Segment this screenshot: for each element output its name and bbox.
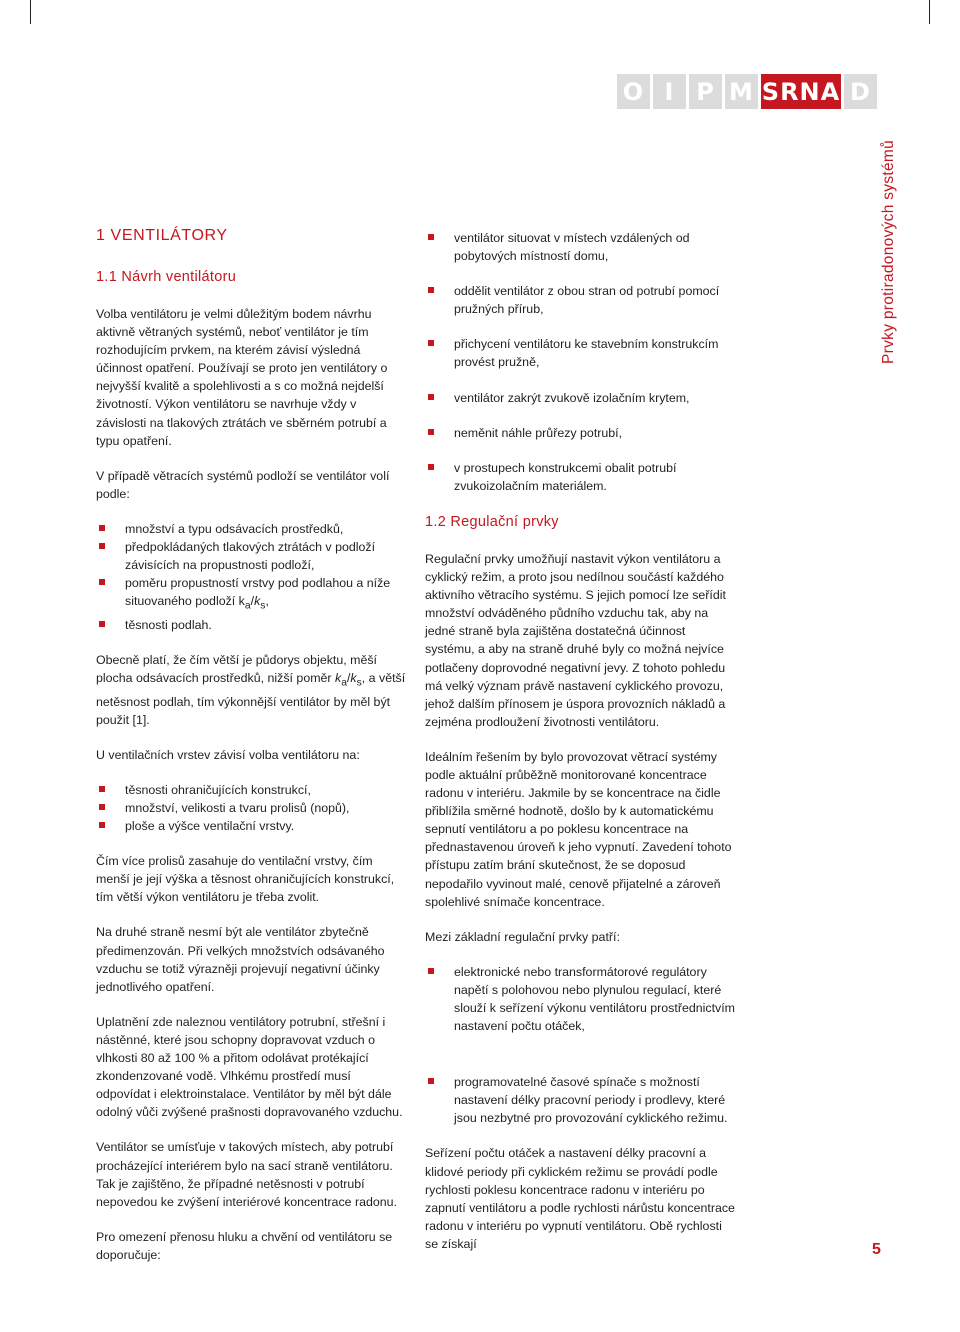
logo-tile: O — [617, 74, 650, 109]
paragraph: Čím více prolisů zasahuje do ventilační vrstvy, čím menší je její výška a těsnost ohraničujících konstrukcí, tím větší výkon ventilátoru je třeba zvolit. — [96, 854, 395, 905]
section-heading-1-2: 1.2 Regulační prvky — [425, 513, 559, 530]
bullet-list-layers — [96, 781, 408, 835]
bullet-list-criteria — [96, 520, 408, 634]
paragraph: Volba ventilátoru je velmi důležitým bodem návrhu aktivně větraných systémů, neboť ventilátor je tím rozhodujícím prvkem, na kterém závisí výsledná účinnost opatření. Používají se proto jen ventilátory o nejvyšší kvalitě a spolehlivosti a s co možná nejdelší životností. Výkon ventilátoru se navrhuje vždy v závislosti na tlakových ztrátách ve sběrném potrubí a typu opatření. — [96, 307, 388, 448]
list-item: ploše a výšce ventilační vrstvy. — [96, 817, 408, 835]
logo-tile: M — [725, 74, 758, 109]
list-item: množství a typu odsávacích prostředků, — [96, 520, 408, 538]
paragraph-part: , a větší netěsnost podlah, tím výkonnější ventilátor by měl být použit [1]. — [96, 671, 406, 727]
list-item: ventilátor zakrýt zvukově izolačním krytem, — [425, 389, 737, 407]
logo-tile: I — [653, 74, 686, 109]
left-column — [96, 226, 408, 1281]
list-item: ventilátor situovat v místech vzdálených od pobytových místností domu, — [425, 229, 737, 265]
k-symbol: k — [335, 671, 342, 686]
paragraph: Na druhé straně nesmí být ale ventilátor zbytečně předimenzován. Při velkých množstvích odsávaného vzduchu se totiž výrazněji projevují negativní účinky jednotlivého opatření. — [96, 925, 385, 994]
bullet-list-regulators — [425, 963, 737, 1128]
subscript-s: s — [356, 677, 362, 689]
paragraph: Seřízení počtu otáček a nastavení délky pracovní a klidové periody při cyklickém režimu se provádí podle rychlosti poklesu koncentrace radonu v interiéru po zapnutí ventilátoru a podle rychlosti nárůstu koncentrace radonu v interiéru po vypnutí ventilátoru. Obě rychlosti se získají — [425, 1146, 735, 1251]
k-symbol: k — [350, 671, 357, 686]
paragraph: U ventilačních vrstev závisí volba ventilátoru na: — [96, 747, 360, 762]
bullet-list-noise — [425, 229, 737, 495]
list-item: těsnosti podlah. — [96, 616, 408, 634]
subscript-a: a — [244, 600, 251, 612]
list-item: elektronické nebo transformátorové regulátory napětí s polohovou nebo plynulou regulací, které slouží k seřízení výkonu ventilátoru prostřednictvím nastavení počtu otáček, — [425, 963, 737, 1035]
paragraph: Pro omezení přenosu hluku a chvění od ventilátoru se doporučuje: — [96, 1229, 393, 1262]
list-item: oddělit ventilátor z obou stran od potrubí pomocí pružných přírub, — [425, 282, 737, 318]
list-item: přichycení ventilátoru ke stavebním konstrukcím provést pružně, — [425, 335, 737, 371]
list-item — [96, 574, 408, 616]
logo-tile: P — [689, 74, 722, 109]
logo-tile: SRNA — [761, 74, 841, 109]
paragraph: V případě větracích systémů podloží se ventilátor volí podle: — [96, 468, 390, 501]
list-item-tail: , — [265, 594, 269, 609]
slash: / — [250, 594, 255, 609]
crop-mark-top-left — [30, 0, 31, 24]
list-item: v prostupech konstrukcemi obalit potrubí zvukoizolačním materiálem. — [425, 459, 737, 495]
subscript-a: a — [341, 677, 347, 689]
section-heading-1-1: 1.1 Návrh ventilátoru — [96, 269, 237, 285]
subscript-s: s — [260, 600, 266, 612]
slash: / — [346, 671, 351, 686]
paragraph: Ideálním řešením by bylo provozovat větrací systémy podle aktuální průběžně monitorované koncentrace radonu v interiéru. Jakmile by se koncentrace na čidle přiblížila směrné hodnotě, došlo by k automatickému sepnutí ventilátoru a po poklesu koncentrace na přednastavenou úroveň k jeho vypnutí. Zavedení tohoto přístupu zatím brání skutečnost, že se doposud nepodařilo vyvinout malé, cenově přijatelné a zároveň spolehlivé snímače koncentrace. — [425, 749, 732, 909]
list-item: neměnit náhle průřezy potrubí, — [425, 424, 737, 442]
list-item: těsnosti ohraničujících konstrukcí, — [96, 781, 408, 799]
page-number: 5 — [872, 1241, 881, 1258]
list-item: předpokládaných tlakových ztrátách v podloží závisících na propustnosti podloží, — [96, 538, 408, 574]
k-symbol: k — [254, 594, 261, 609]
paragraph: Regulační prvky umožňují nastavit výkon ventilátoru a cyklický režim, a proto jsou nedílnou součástí každého aktivního větracího systému. S jejich pomocí lze seřídit množství odváděného půdního vzduchu tak, aby na jedné straně byla zajištěna dostatečná účinnost systému, a aby na straně druhé byly co možná nejvíce potlačeny doprovodné negativní jevy. Z tohoto pohledu má velký význam právě nastavení cyklického provozu, jehož dalším přínosem je úspora provozních nákladů a zejména prodloužení životnosti ventilátoru. — [425, 551, 726, 729]
paragraph: Uplatnění zde naleznou ventilátory potrubní, střešní i nástěnné, které jsou schopny dopravovat vzduch o vlhkosti 80 až 100 % a přitom odolávat protékající zkondenzované vodě. Vlhkému prostředí musí odpovídat i elektroinstalace. Ventilátor by měl být dále odolný vůči zvýšené prašnosti dopravovaného vzduchu. — [96, 1014, 403, 1120]
header-logo — [617, 74, 877, 109]
paragraph — [96, 651, 408, 729]
paragraph: Ventilátor se umísťuje v takových místech, aby potrubí procházející interiérem bylo na sací straně ventilátoru. Tak je zajištěno, že případné netěsnosti v potrubí nepovedou ke zvýšení interiérové koncentrace radonu. — [96, 1140, 398, 1209]
chapter-heading: 1 VENTILÁTORY — [96, 227, 228, 244]
crop-mark-top-right — [929, 0, 930, 24]
list-item-text: poměru propustností vrstvy pod podlahou a níže situovaného podloží k — [125, 576, 391, 609]
list-item: programovatelné časové spínače s možností nastavení délky pracovní periody i prodlevy, které jsou nezbytné pro provozování cyklického režimu. — [425, 1073, 737, 1127]
logo-tile: D — [844, 74, 877, 109]
paragraph: Mezi základní regulační prvky patří: — [425, 929, 620, 944]
list-item: množství, velikosti a tvaru prolisů (nopů), — [96, 799, 408, 817]
right-column — [425, 229, 737, 1270]
paragraph-part: Obecně platí, že čím větší je půdorys objektu, měší plocha odsávacích prostředků, nižší poměr — [96, 652, 377, 686]
sidebar-section-title: Prvky protiradonových systémů — [880, 139, 897, 364]
